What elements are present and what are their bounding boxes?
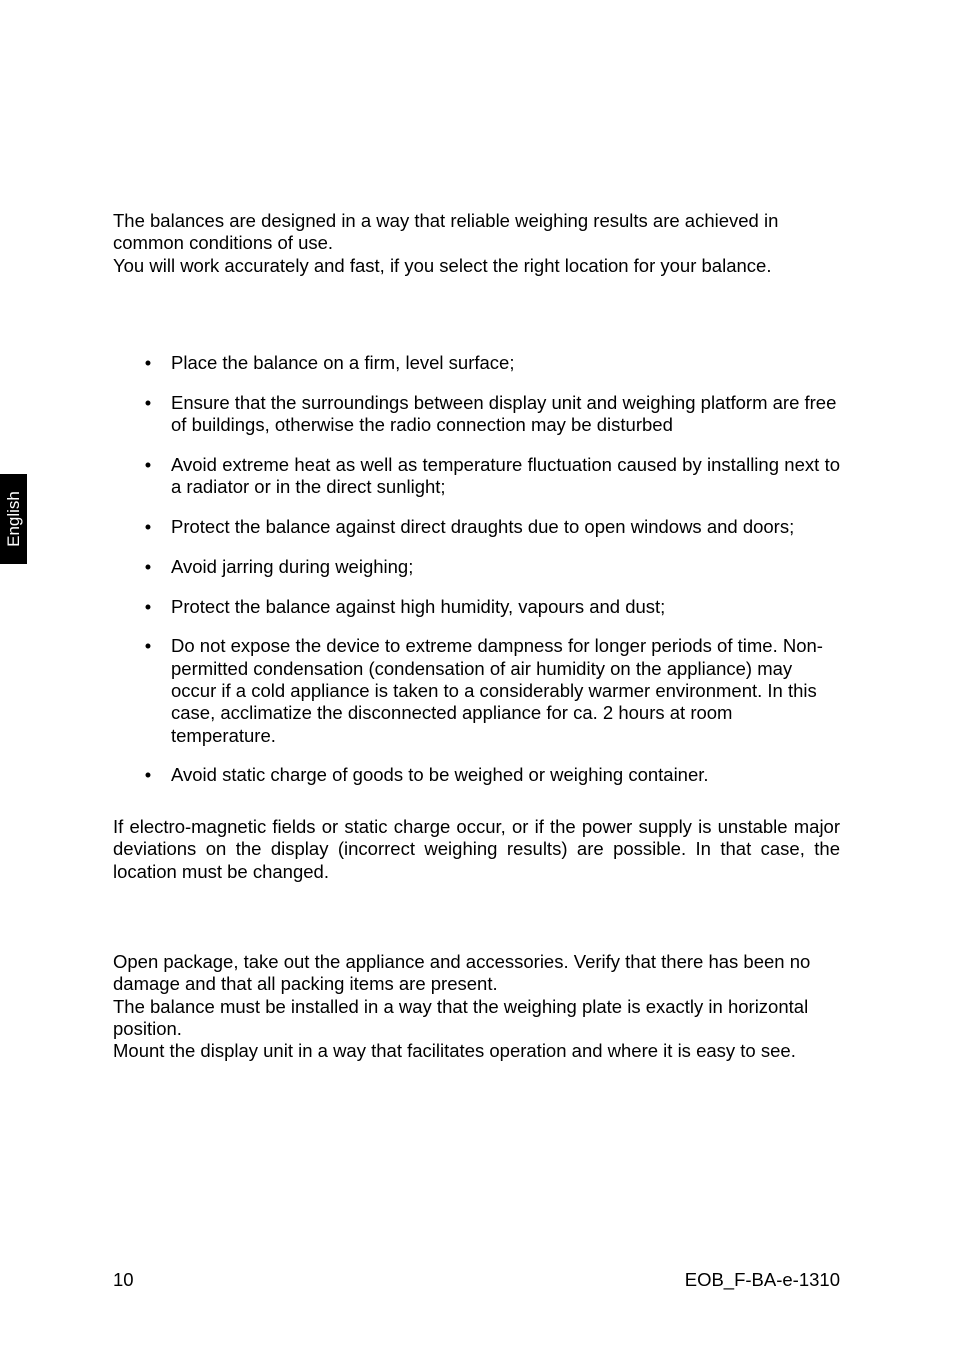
language-side-tab [0,474,27,564]
list-item-text: Avoid jarring during weighing; [171,555,414,577]
list-item-text: Protect the balance against direct draughts due to open windows and doors; [171,515,795,537]
bullet-icon: • [144,515,152,537]
bullet-icon: • [144,595,152,617]
bullet-icon: • [144,391,152,413]
location-note-text: If electro-magnetic fields or static charge occur, or if the power supply is unstable major deviations on the display (incorrect weighing results) are possible. In that case, the location must be changed. [113,816,840,882]
list-item [113,556,840,578]
bullet-icon: • [144,453,152,475]
bullet-icon: • [144,764,152,786]
list-item-text: Avoid extreme heat as well as temperature fluctuation caused by installing next to a radiator or in the direct sunlight; [171,453,840,498]
intro-line-1: The balances are designed in a way that reliable weighing results are achieved in common conditions of use. [113,210,779,254]
list-item-text: Avoid static charge of goods to be weighed or weighing container. [171,764,709,786]
list-item [113,596,840,618]
list-item [113,516,840,538]
location-note-paragraph [113,816,840,883]
list-item [113,454,840,499]
list-item [113,635,840,746]
bullet-icon: • [144,352,152,373]
location-requirements-list [113,352,840,804]
bullet-icon: • [144,555,152,577]
list-item [113,764,840,786]
page-number: 10 [113,1269,134,1290]
unpacking-line-1: Open package, take out the appliance and accessories. Verify that there has been no damage and that all packing items are present. [113,951,811,995]
list-item-text: Ensure that the surroundings between display unit and weighing platform are free of buildings, otherwise the radio connection may be disturbed [171,391,837,436]
bullet-icon: • [144,635,152,657]
intro-line-2: You will work accurately and fast, if you select the right location for your balance. [113,254,772,276]
unpacking-paragraph [113,951,840,1062]
document-code: EOB_F-BA-e-1310 [684,1269,840,1290]
list-item [113,352,840,374]
list-item-text: Do not expose the device to extreme dampness for longer periods of time. Non-permitted condensation (condensation of air humidity on the appliance) may occur if a cold appliance is taken to a considerably warmer environment. In this case, acclimatize the disconnected appliance for ca. 2 hours at room temperature. [171,635,823,746]
language-side-tab-label: English [3,491,23,547]
list-item [113,392,840,437]
list-item-text: Protect the balance against high humidity, vapours and dust; [171,595,666,617]
intro-paragraph [113,210,840,277]
unpacking-line-2: The balance must be installed in a way that the weighing plate is exactly in horizontal position. [113,995,809,1039]
unpacking-line-3: Mount the display unit in a way that facilitates operation and where it is easy to see. [113,1040,796,1062]
list-item-text: Place the balance on a firm, level surface; [171,352,515,373]
